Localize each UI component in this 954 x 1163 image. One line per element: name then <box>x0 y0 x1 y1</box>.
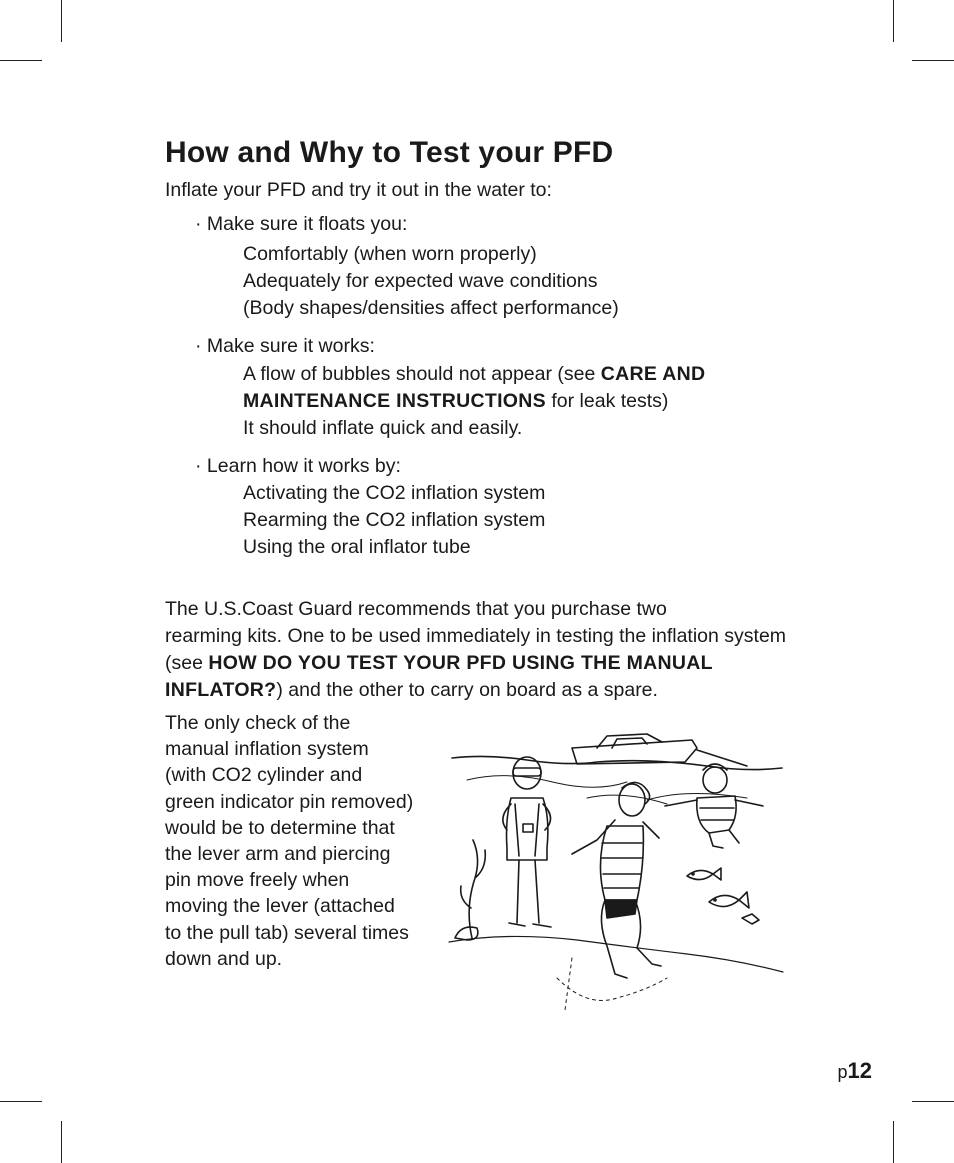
paragraph-line: to the pull tab) several times <box>165 921 409 944</box>
ripple <box>467 776 627 788</box>
bullet-works: · Make sure it works: <box>195 335 375 357</box>
paragraph-line: The U.S.Coast Guard recommends that you purchase two <box>165 598 667 620</box>
fish-drawing <box>687 868 759 924</box>
paragraph-line: would be to determine that <box>165 816 395 839</box>
crop-mark <box>893 1121 894 1163</box>
sea-floor-dashes <box>565 958 572 1010</box>
bullet-floats: · Make sure it floats you: <box>195 213 408 235</box>
sea-floor-dashes <box>557 978 667 1001</box>
cross-reference: CARE AND <box>600 363 706 385</box>
list-item <box>243 361 705 388</box>
sub-list-works <box>243 361 705 442</box>
crop-mark <box>0 1101 42 1102</box>
cross-reference: INFLATOR? <box>165 679 277 701</box>
page-title: How and Why to Test your PFD <box>165 136 614 169</box>
pfd-testing-illustration <box>447 728 787 1018</box>
paragraph-line: manual inflation system <box>165 738 369 761</box>
ripple <box>587 795 667 804</box>
paragraph-text: ) and the other to carry on board as a spare. <box>276 679 658 701</box>
list-item: Using the oral inflator tube <box>243 536 471 558</box>
cross-reference: HOW DO YOU TEST YOUR PFD USING THE MANUAL <box>208 652 713 674</box>
paragraph-line: the lever arm and piercing <box>165 843 391 866</box>
page-number <box>838 1058 873 1084</box>
paragraph-line: moving the lever (attached <box>165 895 395 918</box>
sub-list-learn <box>243 480 545 561</box>
list-item: (Body shapes/densities affect performance) <box>243 297 619 319</box>
crop-mark <box>893 0 894 42</box>
cross-reference: MAINTENANCE INSTRUCTIONS <box>243 390 546 412</box>
list-item <box>243 388 705 415</box>
leak-text: A flow of bubbles should not appear (see <box>243 363 601 385</box>
list-item: Activating the CO2 inflation system <box>243 482 546 504</box>
leak-text: for leak tests) <box>545 390 669 412</box>
paragraph-line: down and up. <box>165 947 283 970</box>
paragraph-line: green indicator pin removed) <box>165 790 414 813</box>
crop-mark <box>0 60 42 61</box>
paragraph-line: pin move freely when <box>165 869 350 892</box>
coast-guard-paragraph <box>165 596 825 704</box>
sub-list-floats <box>243 241 619 322</box>
crop-mark <box>912 60 954 61</box>
list-item: Rearming the CO2 inflation system <box>243 509 546 531</box>
page-prefix: p <box>837 1062 848 1082</box>
list-item: Comfortably (when worn properly) <box>243 243 537 265</box>
list-item: Adequately for expected wave conditions <box>243 270 598 292</box>
manual-check-paragraph <box>165 710 430 972</box>
paragraph-line: (with CO2 cylinder and <box>165 764 363 787</box>
paragraph-line <box>165 650 825 677</box>
child-floating-drawing <box>665 764 763 848</box>
paragraph-line: rearming kits. One to be used immediately in testing the inflation system <box>165 625 787 647</box>
crop-mark <box>61 0 62 42</box>
paragraph-line <box>165 677 825 704</box>
seaweed-drawing <box>455 840 485 940</box>
intro-text: Inflate your PFD and try it out in the water to: <box>165 179 552 201</box>
crop-mark <box>912 1101 954 1102</box>
list-item: It should inflate quick and easily. <box>243 417 523 439</box>
bullet-learn: · Learn how it works by: <box>195 455 401 477</box>
page-number-value: 12 <box>847 1058 872 1083</box>
sea-floor <box>449 936 783 972</box>
crop-mark <box>61 1121 62 1163</box>
paragraph-line: The only check of the <box>165 712 351 734</box>
paragraph-text: (see <box>165 652 209 674</box>
man-with-goggles-drawing <box>503 757 551 927</box>
